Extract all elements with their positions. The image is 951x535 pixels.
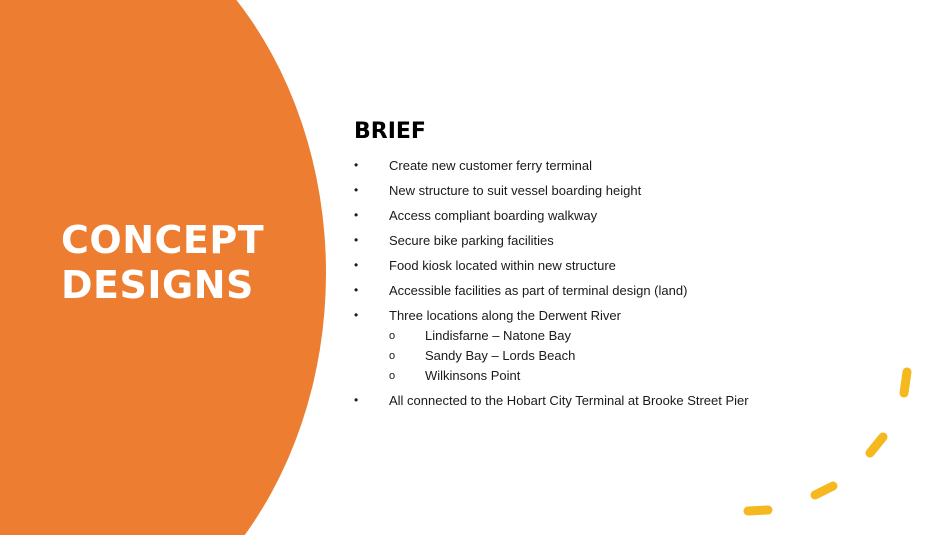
list-item <box>354 230 874 255</box>
arc-dash-1 <box>904 372 907 393</box>
title-line-2: DESIGNS <box>61 263 254 307</box>
bullet-icon: • <box>354 183 359 197</box>
list-item <box>354 155 874 180</box>
arc-dash-2 <box>870 437 883 453</box>
sub-list-item <box>389 326 874 346</box>
sub-list-item-text: Wilkinsons Point <box>425 368 521 383</box>
list-item-text: All connected to the Hobart City Terminal at Brooke Street Pier <box>389 393 749 408</box>
arc-dash-4 <box>748 510 768 511</box>
bullet-icon: • <box>354 158 359 172</box>
list-item-text: Three locations along the Derwent River <box>389 308 621 323</box>
list-item-text: Food kiosk located within new structure <box>389 258 616 273</box>
circle-bullet-icon: o <box>389 370 396 382</box>
bullet-icon: • <box>354 283 359 297</box>
sub-list-item <box>389 366 874 386</box>
bullet-icon: • <box>354 258 359 272</box>
list-item <box>354 255 874 280</box>
list-item <box>354 280 874 305</box>
sub-list-item-text: Sandy Bay – Lords Beach <box>425 348 576 363</box>
circle-bullet-icon: o <box>389 350 396 362</box>
list-item-text: Secure bike parking facilities <box>389 233 554 248</box>
bullet-icon: • <box>354 208 359 222</box>
list-item-text: New structure to suit vessel boarding height <box>389 183 642 198</box>
list-item-text: Create new customer ferry terminal <box>389 158 593 173</box>
brief-heading: BRIEF <box>354 119 426 144</box>
slide-title <box>61 218 264 308</box>
sub-list-item <box>389 346 874 366</box>
bullet-icon: • <box>354 393 359 407</box>
bullet-icon: • <box>354 233 359 247</box>
list-item <box>354 205 874 230</box>
list-item <box>354 180 874 205</box>
locations-sub-list <box>389 326 874 386</box>
bullet-icon: • <box>354 308 359 322</box>
list-item <box>354 390 874 415</box>
brief-list <box>354 155 874 415</box>
arc-dash-3 <box>815 486 833 495</box>
circle-bullet-icon: o <box>389 330 396 342</box>
title-line-1: CONCEPT <box>61 218 265 262</box>
sub-list-item-text: Lindisfarne – Natone Bay <box>425 328 571 343</box>
list-item-text: Access compliant boarding walkway <box>389 208 598 223</box>
list-item-text: Accessible facilities as part of terminal design (land) <box>389 283 688 298</box>
list-item <box>354 305 874 390</box>
